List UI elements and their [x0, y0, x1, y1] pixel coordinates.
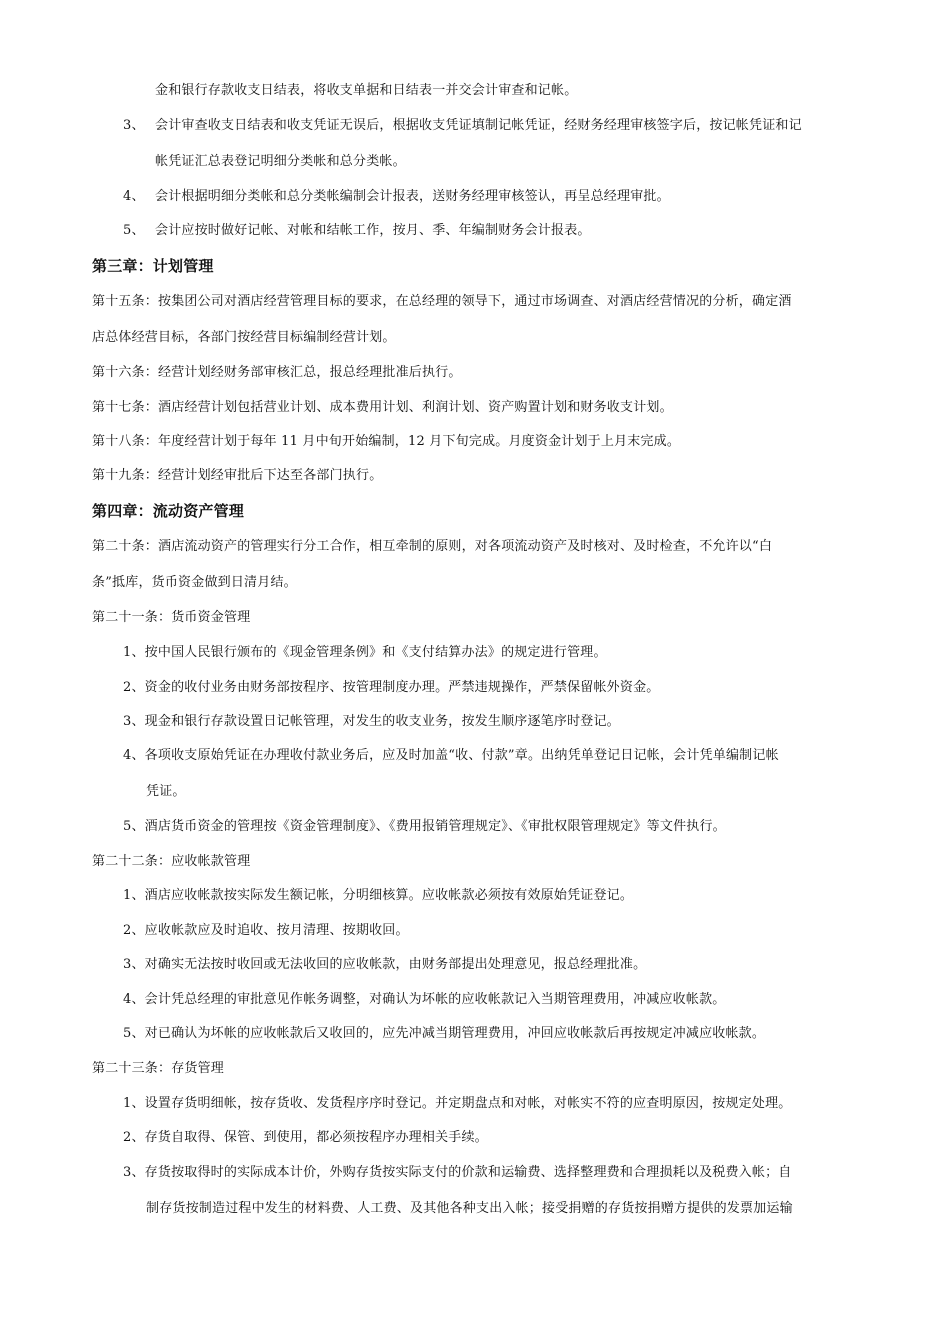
list-item: 2、资金的收付业务由财务部按程序、按管理制度办理。严禁违规操作，严禁保留帐外资金。	[123, 680, 660, 695]
list-item: 4、各项收支原始凭证在办理收付款业务后，应及时加盖“收、付款”章。出纳凭单登记日记帐，会计凭单编制记帐	[123, 748, 779, 763]
text-line: 帐凭证汇总表登记明细分类帐和总分类帐。	[155, 154, 406, 169]
text-line: 会计应按时做好记帐、对帐和结帐工作，按月、季、年编制财务会计报表。	[155, 223, 591, 238]
list-item: 5、酒店货币资金的管理按《资金管理制度》、《费用报销管理规定》、《审批权限管理规定》等文件执行。	[123, 819, 726, 834]
list-item: 3、存货按取得时的实际成本计价，外购存货按实际支付的价款和运输费、选择整理费和合理损耗以及税费入帐；自	[123, 1165, 792, 1180]
text-line: 第二十条：酒店流动资产的管理实行分工合作，相互牵制的原则，对各项流动资产及时核对、及时检查，不允许以“白	[92, 539, 773, 554]
list-item: 2、应收帐款应及时追收、按月清理、按期收回。	[123, 923, 409, 938]
text-line: 条”抵库，货币资金做到日清月结。	[92, 575, 297, 590]
text-line: 第十五条：按集团公司对酒店经营管理目标的要求，在总经理的领导下，通过市场调查、对酒店经营情况的分析，确定酒	[92, 294, 792, 309]
list-item: 2、存货自取得、保管、到使用，都必须按程序办理相关手续。	[123, 1130, 488, 1145]
text-line: 凭证。	[146, 784, 186, 799]
article-heading: 第二十二条：应收帐款管理	[92, 854, 251, 869]
list-item: 3、现金和银行存款设置日记帐管理，对发生的收支业务，按发生顺序逐笔序时登记。	[123, 714, 620, 729]
list-number: 4、	[123, 189, 145, 204]
list-number: 5、	[123, 223, 145, 238]
chapter-heading: 第四章：流动资产管理	[92, 502, 245, 520]
text-line: 金和银行存款收支日结表，将收支单据和日结表一并交会计审查和记帐。	[155, 83, 578, 98]
article-heading: 第二十三条：存货管理	[92, 1061, 225, 1076]
text-line: 制存货按制造过程中发生的材料费、人工费、及其他各种支出入帐；接受捐赠的存货按捐赠方提供的发票加运输	[146, 1201, 793, 1216]
text-line: 第十九条：经营计划经审批后下达至各部门执行。	[92, 468, 383, 483]
list-number: 3、	[123, 118, 145, 133]
text-line: 会计根据明细分类帐和总分类帐编制会计报表，送财务经理审核签认，再呈总经理审批。	[155, 189, 670, 204]
list-item: 5、对已确认为坏帐的应收帐款后又收回的，应先冲减当期管理费用，冲回应收帐款后再按规定冲减应收帐款。	[123, 1026, 766, 1041]
list-item: 3、对确实无法按时收回或无法收回的应收帐款，由财务部提出处理意见，报总经理批准。	[123, 957, 647, 972]
text-line: 会计审查收支日结表和收支凭证无误后，根据收支凭证填制记帐凭证，经财务经理审核签字后，按记帐凭证和记	[155, 118, 802, 133]
chapter-heading: 第三章：计划管理	[92, 257, 214, 275]
list-item: 4、会计凭总经理的审批意见作帐务调整，对确认为坏帐的应收帐款记入当期管理费用，冲减应收帐款。	[123, 992, 726, 1007]
text-line: 店总体经营目标，各部门按经营目标编制经营计划。	[92, 330, 396, 345]
article-heading: 第二十一条：货币资金管理	[92, 610, 251, 625]
text-line: 第十八条：年度经营计划于每年 11 月中旬开始编制，12 月下旬完成。月度资金计划于上月末完成。	[92, 434, 681, 449]
list-item: 1、酒店应收帐款按实际发生额记帐，分明细核算。应收帐款必须按有效原始凭证登记。	[123, 888, 634, 903]
list-item: 1、按中国人民银行颁布的《现金管理条例》和《支付结算办法》的规定进行管理。	[123, 645, 607, 660]
text-line: 第十六条：经营计划经财务部审核汇总，报总经理批准后执行。	[92, 365, 462, 380]
list-item: 1、设置存货明细帐，按存货收、发货程序序时登记。并定期盘点和对帐，对帐实不符的应查明原因，按规定处理。	[123, 1096, 792, 1111]
text-line: 第十七条：酒店经营计划包括营业计划、成本费用计划、利润计划、资产购置计划和财务收支计划。	[92, 400, 673, 415]
